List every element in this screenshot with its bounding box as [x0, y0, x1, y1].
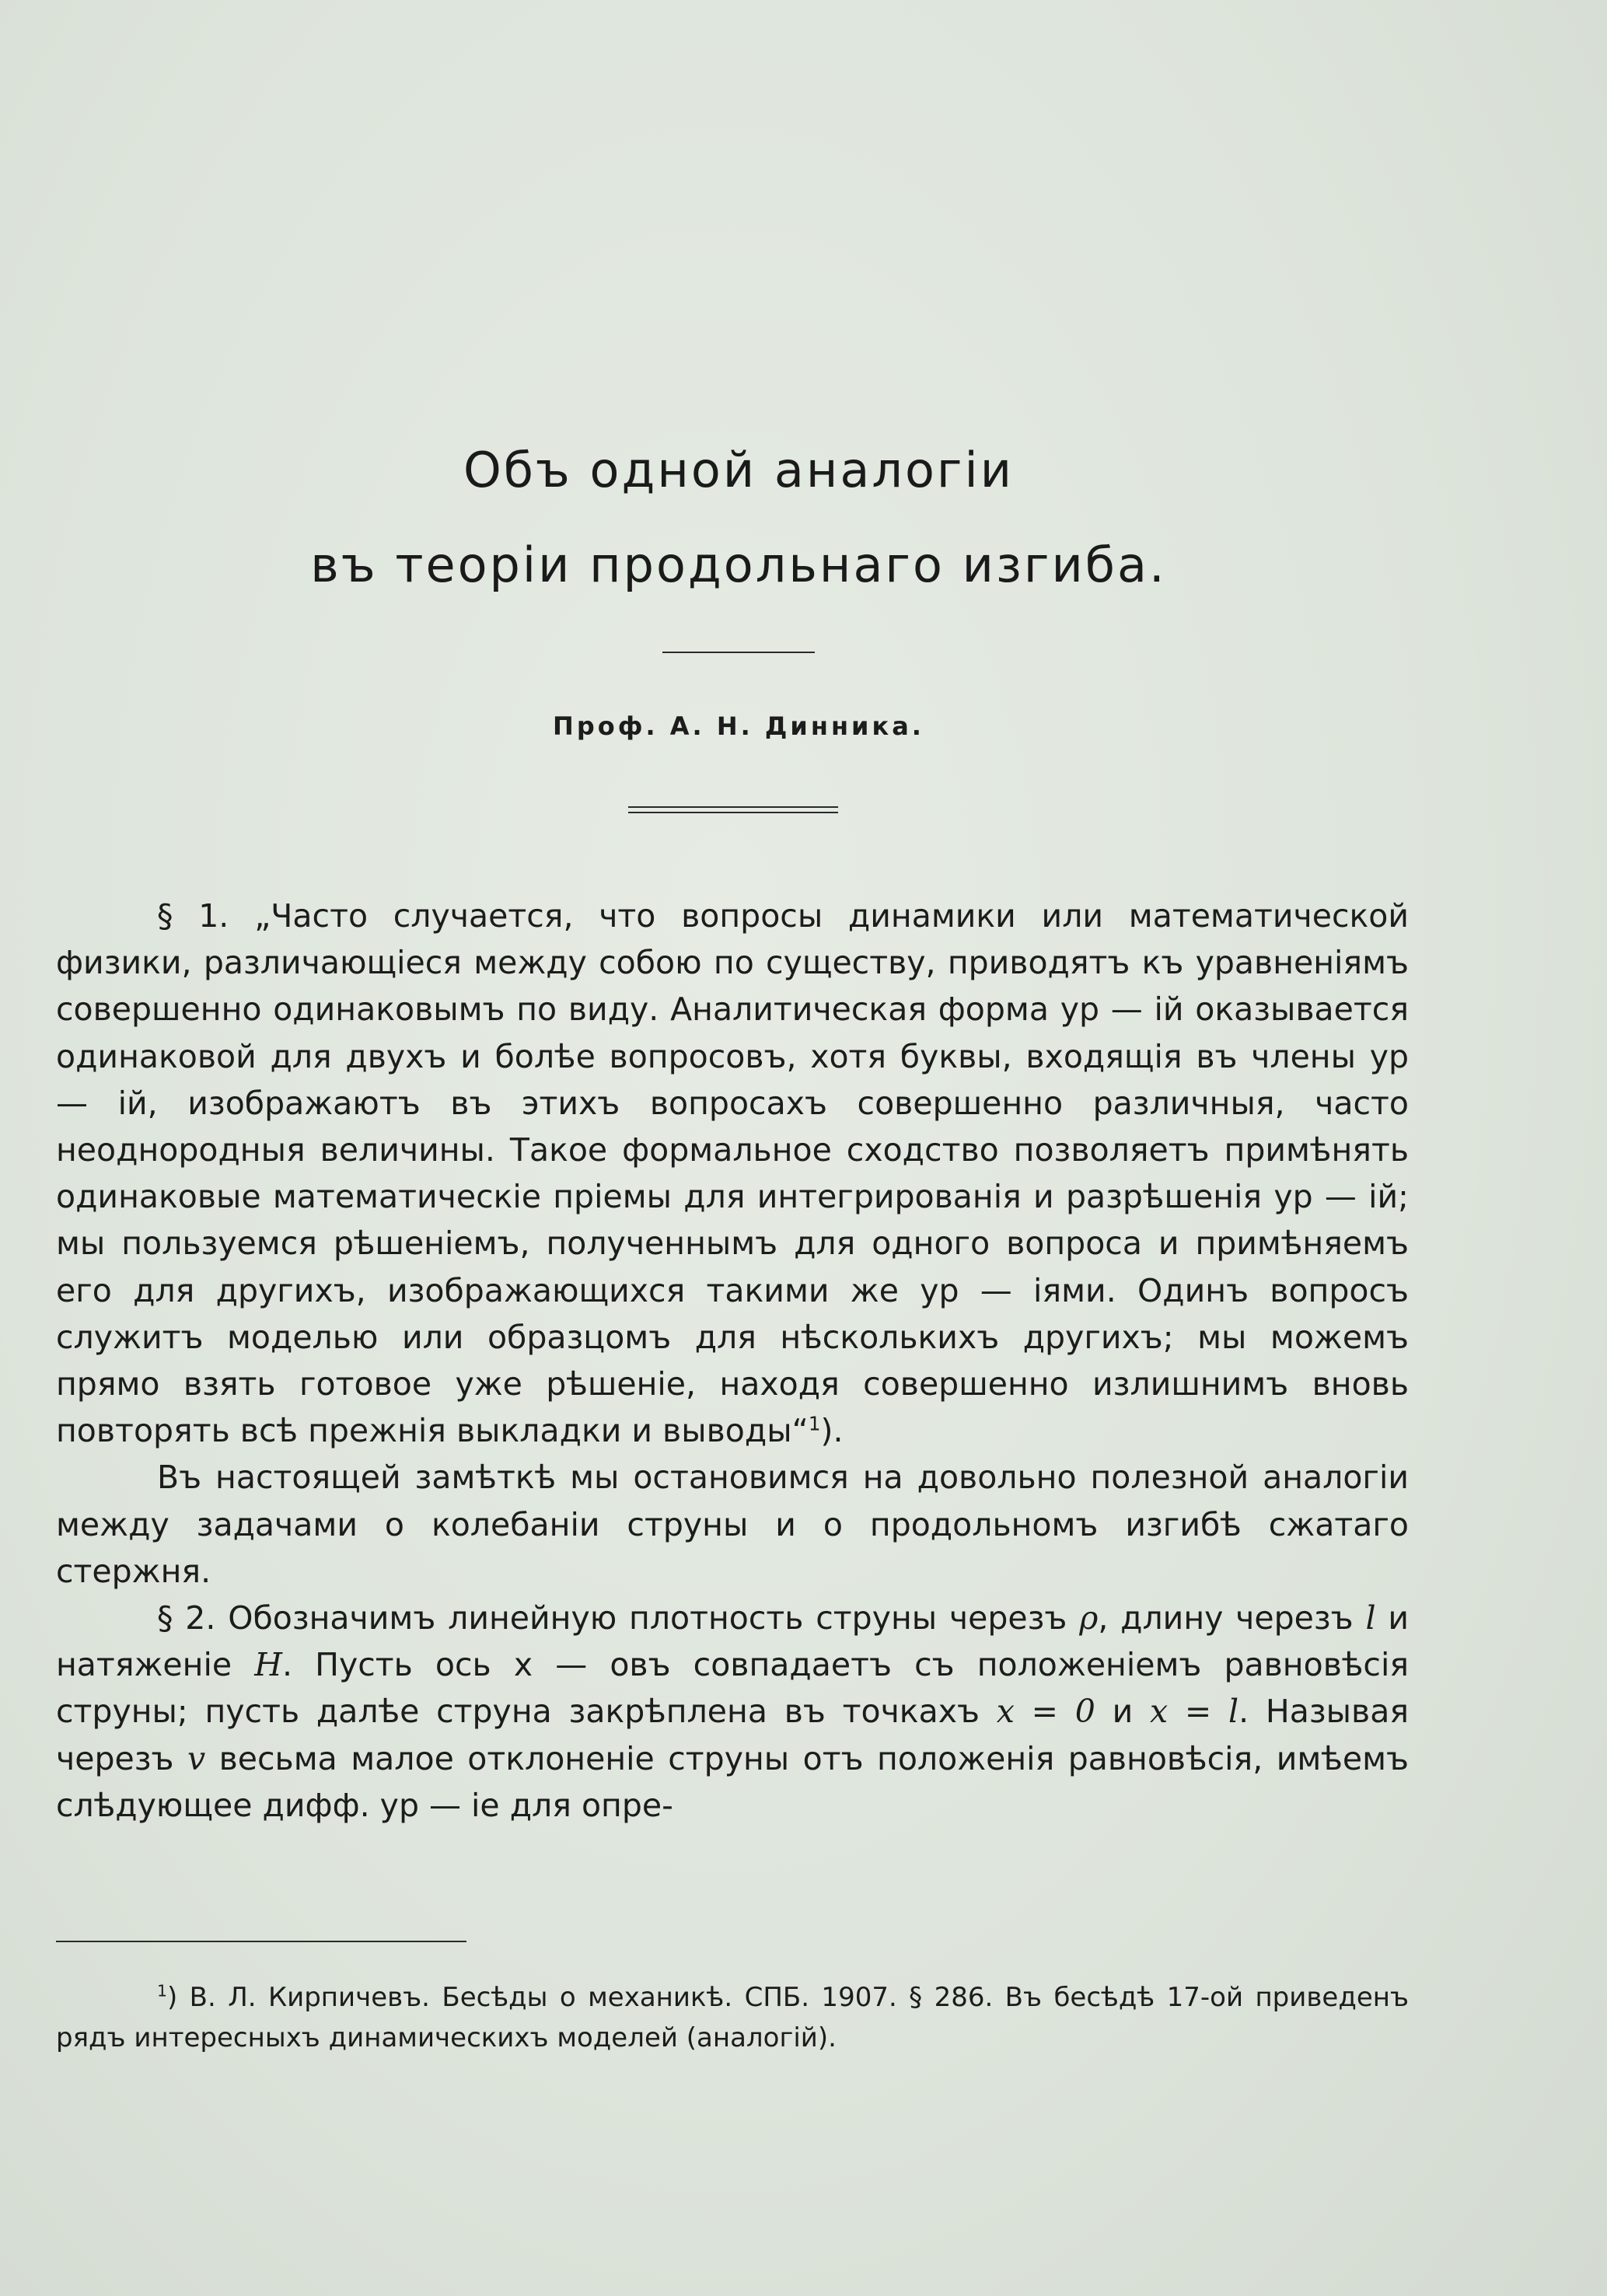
var-H: H [254, 1646, 282, 1684]
paragraph-3 [56, 1595, 1409, 1829]
article-title-line1: Объ одной аналогіи [463, 442, 1014, 498]
author-line: Проф. А. Н. Динника. [553, 711, 924, 741]
var-rho: ρ [1079, 1599, 1099, 1637]
p3-text-b: , длину черезъ [1098, 1599, 1366, 1637]
paragraph-1 [56, 893, 1409, 1454]
paragraph-1-text: § 1. „Часто случается, что вопросы динамики или математической физики, различающіеся между собою по существу, приводятъ къ уравненіямъ совершенно одинаковымъ по виду. Аналитическая форма ур — ій оказывается одинаковой для двухъ и болѣе вопросовъ, хотя буквы, входящія въ члены ур — ій, изображаютъ въ этихъ вопросахъ совершенно различныя, часто неоднородныя величины. Такое формальное сходство позволяетъ примѣнять одинаковые математическіе пріемы для интегрированія и разрѣшенія ур — ій; мы пользуемся рѣшеніемъ, полученнымъ для одного вопроса и примѣняемъ его для другихъ, изображающихся такими же ур — іями. Одинъ вопросъ служитъ моделью или образцомъ для нѣсколькихъ другихъ; мы можемъ прямо взять готовое уже рѣшеніе, находя совершенно излишнимъ вновь повторять всѣ прежнія выкладки и выводы“ [56, 897, 1409, 1450]
footnote-divider [56, 1941, 466, 1942]
p3-text-c: и натяженіе [56, 1599, 1410, 1684]
var-l: l [1365, 1599, 1376, 1637]
p3-text-g: весьма малое отклоненіе струны отъ положенія равновѣсія, имѣемъ слѣдующее дифф. ур — іе для опре- [56, 1739, 1409, 1824]
footnote [56, 1977, 1409, 2058]
title-divider [662, 652, 815, 653]
p3-text-e: и [1095, 1693, 1150, 1731]
author-divider [628, 806, 838, 813]
footnote-ref: 1 [808, 1412, 821, 1435]
var-v: v [187, 1739, 206, 1777]
p3-text-d: . Пусть ось x — овъ совпадаетъ съ положеніемъ равновѣсія струны; пусть далѣе струна закрѣплена въ точкахъ [56, 1646, 1410, 1731]
eq-x0: x = 0 [996, 1693, 1095, 1731]
paragraph-2: Въ настоящей замѣткѣ мы остановимся на довольно полезной аналогіи между задачами о колебаніи струны и о продольномъ изгибѣ сжатаго стержня. [56, 1459, 1409, 1590]
footnote-text: ) В. Л. Кирпичевъ. Бесѣды о механикѣ. СПБ. 1907. § 286. Въ бесѣдѣ 17-ой приведенъ рядъ интересныхъ динамическихъ моделей (аналогій). [56, 1982, 1409, 2053]
footnote-1 [56, 1977, 1409, 2058]
p3-text-f: . Называя черезъ [56, 1693, 1409, 1777]
p3-text-a: § 2. Обозначимъ линейную плотность струны черезъ [157, 1599, 1080, 1637]
paragraph-1-end: ). [820, 1412, 844, 1450]
eq-xl: x = l [1149, 1693, 1239, 1731]
footnote-mark: 1 [157, 1981, 167, 2001]
article-title-line2: въ теоріи продольнаго изгиба. [310, 536, 1167, 593]
body-text [56, 893, 1409, 1829]
